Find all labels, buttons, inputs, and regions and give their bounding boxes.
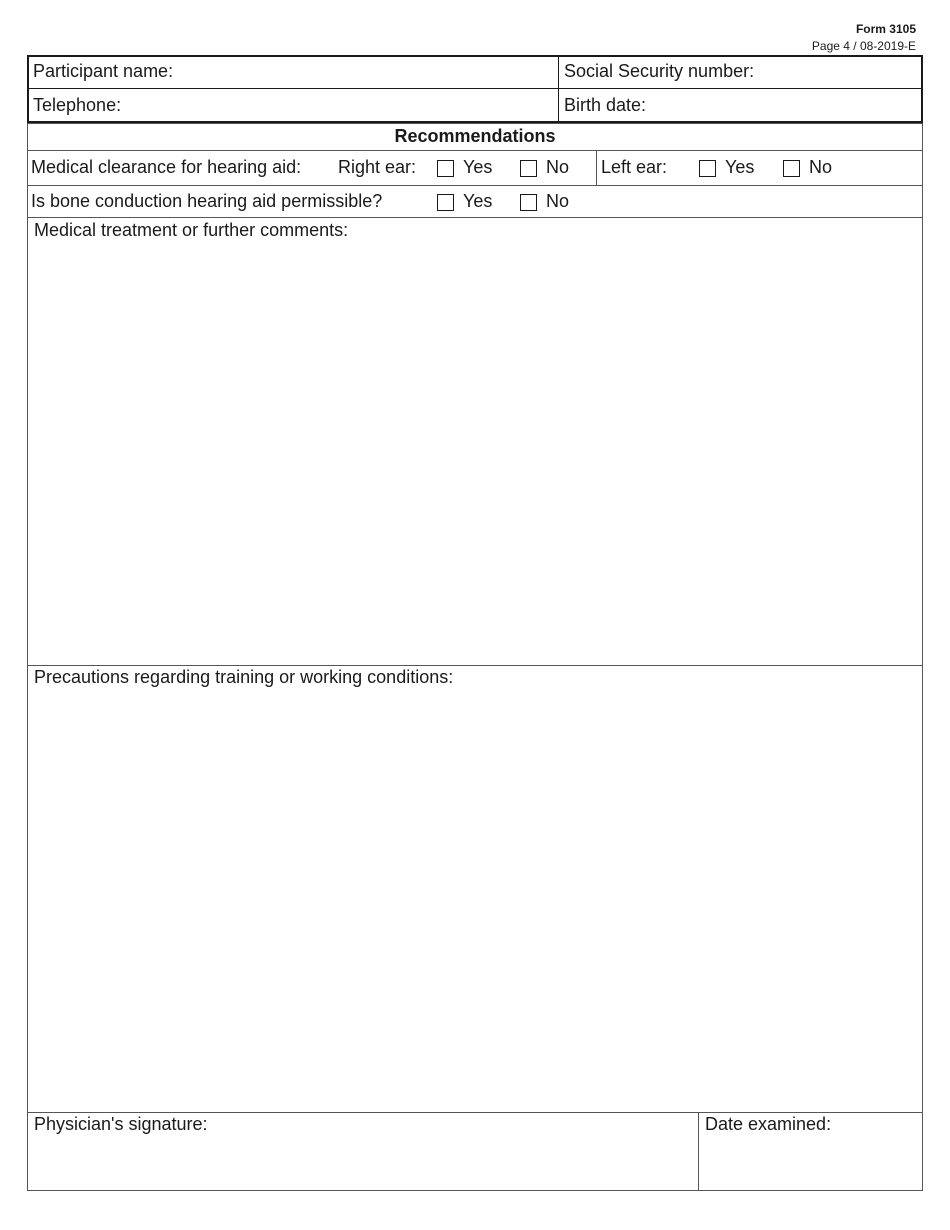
bone-conduction-no-label: No: [546, 191, 570, 211]
precautions-area[interactable]: [28, 666, 922, 1112]
precautions-label: Precautions regarding training or working conditions:: [34, 667, 454, 687]
birth-date-field[interactable]: Birth date:: [564, 95, 647, 115]
bone-conduction-yes-label: Yes: [463, 191, 493, 211]
right-ear-no-label: No: [546, 157, 570, 177]
ssn-field[interactable]: Social Security number:: [564, 61, 755, 81]
page-info: Page 4 / 08-2019-E: [811, 39, 916, 53]
left-ear-yes-checkbox[interactable]: [699, 160, 716, 177]
telephone-field[interactable]: Telephone:: [33, 95, 122, 115]
left-ear-no-label: No: [809, 157, 833, 177]
recommendations-title: Recommendations: [394, 126, 556, 146]
date-examined-label: Date examined:: [705, 1114, 832, 1134]
treatment-label: Medical treatment or further comments:: [34, 220, 349, 240]
participant-col-divider: [558, 56, 559, 122]
participant-row-divider: [28, 88, 922, 89]
form-number: Form 3105: [855, 22, 916, 36]
participant-name-field[interactable]: Participant name:: [33, 61, 174, 81]
clearance-divider: [28, 185, 922, 186]
left-ear-label: Left ear:: [601, 157, 668, 177]
clearance-label: Medical clearance for hearing aid:: [31, 157, 302, 177]
bone-conduction-yes-checkbox[interactable]: [437, 194, 454, 211]
right-ear-yes-label: Yes: [463, 157, 493, 177]
bone-conduction-no-checkbox[interactable]: [520, 194, 537, 211]
title-divider: [28, 150, 922, 151]
right-ear-label: Right ear:: [338, 157, 417, 177]
left-ear-no-checkbox[interactable]: [783, 160, 800, 177]
bone-conduction-label: Is bone conduction hearing aid permissible?: [31, 191, 383, 211]
treatment-area[interactable]: [28, 218, 922, 665]
right-ear-yes-checkbox[interactable]: [437, 160, 454, 177]
right-ear-no-checkbox[interactable]: [520, 160, 537, 177]
left-ear-yes-label: Yes: [725, 157, 755, 177]
signature-label: Physician's signature:: [34, 1114, 208, 1134]
ear-divider: [596, 151, 597, 185]
